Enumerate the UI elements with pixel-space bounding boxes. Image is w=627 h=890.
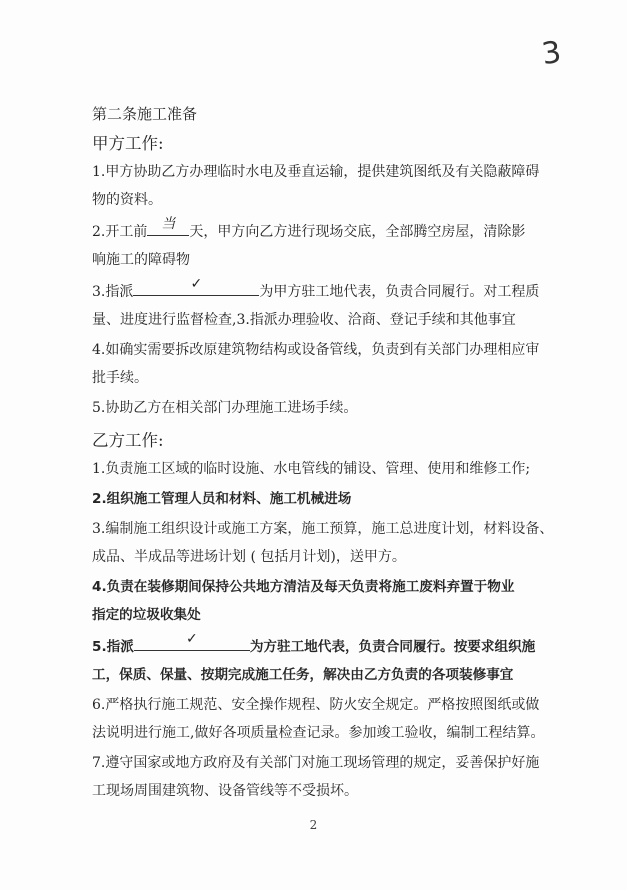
party-a-item-1 bbox=[92, 163, 567, 210]
item-text: 为方驻工地代表，负责合同履行。按要求组织施 bbox=[249, 639, 536, 655]
party-b-item-4 bbox=[92, 578, 567, 625]
section-heading: 第二条施工准备 bbox=[92, 105, 198, 123]
handwritten-fill: ✓ bbox=[185, 631, 198, 647]
item-text: 5.指派 bbox=[92, 639, 134, 655]
party-b-item-7 bbox=[92, 754, 567, 801]
item-text-line: 6.严格执行施工规范、安全操作规程、防火安全规定。严格按照图纸或做 bbox=[92, 697, 540, 713]
item-text-line: 7.遵守国家或地方政府及有关部门对施工现场管理的规定，妥善保护好施 bbox=[92, 755, 540, 771]
party-a-item-2 bbox=[92, 216, 567, 270]
item-text: 3.指派 bbox=[92, 284, 134, 300]
party-a-title: 甲方工作: bbox=[92, 134, 164, 153]
item-text-line: 响施工的障碍物 bbox=[92, 252, 190, 268]
item-text-line: 2.组织施工管理人员和材料、施工机械进场 bbox=[92, 491, 352, 507]
party-b-item-6 bbox=[92, 696, 567, 743]
handwritten-page-mark: 3 bbox=[539, 34, 564, 73]
item-text: 为甲方驻工地代表，负责合同履行。对工程质 bbox=[259, 284, 540, 300]
item-text-line: 工，保质、保量、按期完成施工任务，解决由乙方负责的各项装修事宜 bbox=[92, 667, 514, 683]
item-text-line: 1.甲方协助乙方办理临时水电及垂直运输，提供建筑图纸及有关隐蔽障碍 bbox=[92, 164, 540, 180]
item-text-line: 指定的垃圾收集处 bbox=[92, 607, 201, 623]
party-a-item-5 bbox=[92, 399, 567, 418]
fill-in-blank bbox=[147, 216, 189, 236]
item-text-line bbox=[92, 631, 567, 657]
fill-in-blank bbox=[134, 631, 250, 651]
item-text: 2.开工前 bbox=[92, 224, 148, 240]
item-text-line: 物的资料。 bbox=[92, 192, 162, 208]
page-number: 2 bbox=[309, 818, 318, 832]
party-b-item-1 bbox=[92, 460, 567, 479]
item-text-line: 法说明进行施工,做好各项质量检查记录。参加竣工验收，编制工程结算。 bbox=[92, 725, 545, 741]
contract-section bbox=[92, 104, 567, 812]
item-text-line: 成品、半成品等进场计划 ( 包括月计划)，送甲方。 bbox=[92, 549, 406, 565]
handwritten-fill: 当 bbox=[161, 216, 176, 232]
item-text-line: 批手续。 bbox=[92, 370, 148, 386]
item-text: 天，甲方向乙方进行现场交底，全部腾空房屋，清除影 bbox=[189, 224, 526, 240]
item-text-line: 量、进度进行监督检查,3.指派办理验收、洽商、登记手续和其他事宜 bbox=[92, 312, 516, 328]
fill-in-blank bbox=[133, 276, 259, 296]
item-text-line: 4.如确实需要拆改原建筑物结构或设备管线，负责到有关部门办理相应审 bbox=[92, 342, 540, 358]
party-b-title: 乙方工作: bbox=[92, 431, 164, 450]
item-text-line: 1.负责施工区域的临时设施、水电管线的铺设、管理、使用和维修工作; bbox=[92, 461, 531, 477]
party-b-item-5 bbox=[92, 631, 567, 685]
item-text-line bbox=[92, 216, 567, 242]
item-text-line: 工现场周围建筑物、设备管线等不受损坏。 bbox=[92, 783, 358, 799]
party-b-item-3 bbox=[92, 520, 567, 567]
item-text-line: 5.协助乙方在相关部门办理施工进场手续。 bbox=[92, 400, 358, 416]
item-text-line bbox=[92, 276, 567, 302]
handwritten-fill: ✓ bbox=[190, 276, 203, 292]
party-a-item-3 bbox=[92, 276, 567, 330]
party-b-item-2 bbox=[92, 490, 567, 509]
item-text-line: 4.负责在装修期间保持公共地方清洁及每天负责将施工废料弃置于物业 bbox=[92, 579, 515, 595]
party-a-item-4 bbox=[92, 341, 567, 388]
item-text-line: 3.编制施工组织设计或施工方案，施工预算，施工总进度计划，材料设备、 bbox=[92, 521, 554, 537]
